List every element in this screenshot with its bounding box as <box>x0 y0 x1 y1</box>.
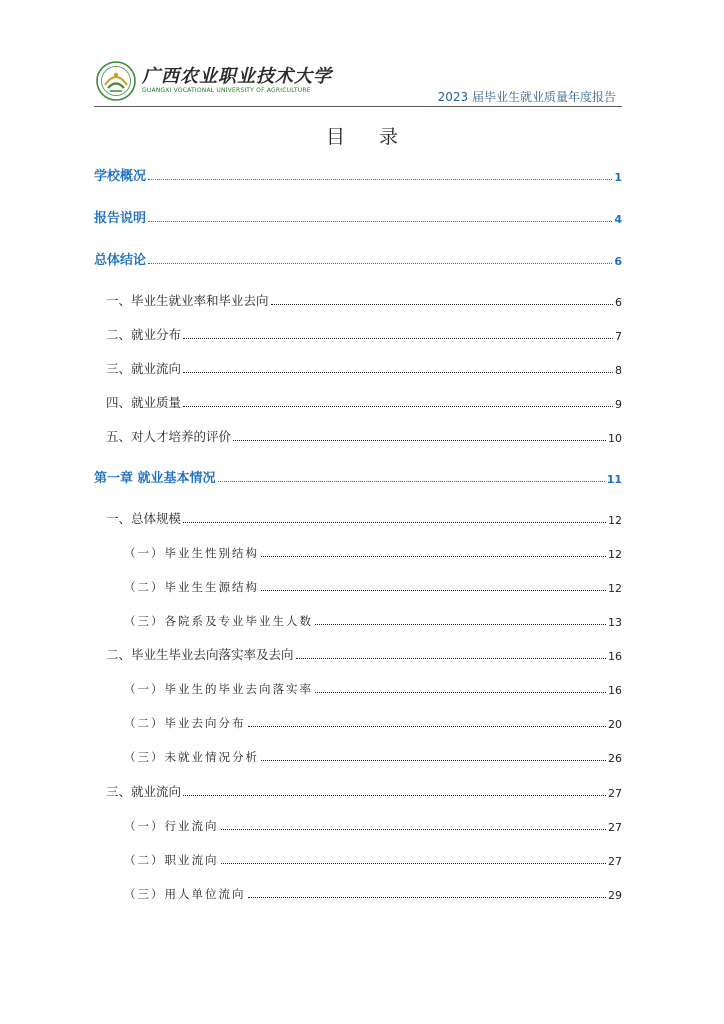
toc-entry-page: 13 <box>608 616 622 629</box>
toc-leader-dots <box>183 338 613 339</box>
toc-entry-title: 三、就业流向 <box>106 361 182 376</box>
toc-entry-title: （三）用人单位流向 <box>124 887 246 901</box>
toc-entry-page: 12 <box>608 582 622 595</box>
header-divider <box>94 106 622 107</box>
toc-entry-title: 报告说明 <box>94 211 147 226</box>
toc-entry-page: 27 <box>608 821 622 834</box>
toc-entry-title: 五、对人才培养的评价 <box>106 429 232 444</box>
toc-leader-dots <box>261 760 606 761</box>
toc-entry-title: 三、就业流向 <box>106 784 182 799</box>
toc-entry-title: （三）各院系及专业毕业生人数 <box>124 614 313 628</box>
toc-entry-page: 26 <box>608 752 622 765</box>
toc-entry[interactable] <box>94 844 622 868</box>
toc-title: 目 录 <box>325 126 413 148</box>
toc-entry-title: 二、就业分布 <box>106 327 182 342</box>
toc-leader-dots <box>261 590 606 591</box>
toc-entry[interactable] <box>94 878 622 902</box>
toc-entry-title: （一）行业流向 <box>124 819 219 833</box>
toc-entry[interactable] <box>94 421 622 445</box>
toc-leader-dots <box>261 556 606 557</box>
toc-entry-page: 20 <box>608 718 622 731</box>
toc-entry-title: （二）毕业去向分布 <box>124 716 246 730</box>
toc-leader-dots <box>221 829 607 830</box>
toc-entry[interactable] <box>94 741 622 765</box>
toc-entry[interactable] <box>94 537 622 561</box>
toc-entry-page: 16 <box>608 650 622 663</box>
toc-leader-dots <box>183 522 606 523</box>
toc-entry[interactable] <box>94 776 622 800</box>
toc-leader-dots <box>148 263 612 264</box>
school-name-en: GUANGXI VOCATIONAL UNIVERSITY OF AGRICULTURE <box>142 87 311 94</box>
toc-entry[interactable] <box>94 503 622 527</box>
toc-leader-dots <box>315 624 606 625</box>
toc-entry[interactable] <box>94 353 622 377</box>
toc-leader-dots <box>271 304 613 305</box>
toc-leader-dots <box>183 406 613 407</box>
toc-entry[interactable] <box>94 160 622 184</box>
toc-leader-dots <box>248 897 607 898</box>
toc-entry-page: 9 <box>615 398 622 411</box>
toc-entry[interactable] <box>94 244 622 268</box>
toc-entry-title: 二、毕业生毕业去向落实率及去向 <box>106 647 294 662</box>
toc-leader-dots <box>148 221 612 222</box>
toc-entry-title: （三）未就业情况分析 <box>124 750 259 764</box>
toc-entry-page: 27 <box>608 787 622 800</box>
toc-entry[interactable] <box>94 571 622 595</box>
toc-leader-dots <box>148 179 612 180</box>
toc-leader-dots <box>218 481 605 482</box>
toc-entry[interactable] <box>94 707 622 731</box>
toc-entry-page: 4 <box>614 213 622 226</box>
toc-entry[interactable] <box>94 285 622 309</box>
toc-entry-title: 一、毕业生就业率和毕业去向 <box>106 293 269 308</box>
report-title: 2023 届毕业生就业质量年度报告 <box>437 90 616 104</box>
toc-entry-page: 12 <box>608 514 622 527</box>
school-emblem-icon <box>96 61 136 101</box>
toc-entry-title: 总体结论 <box>94 253 147 268</box>
toc-entry[interactable] <box>94 673 622 697</box>
toc-entry[interactable] <box>94 319 622 343</box>
toc-entry-page: 1 <box>614 171 622 184</box>
toc-entry-title: 学校概况 <box>94 169 147 184</box>
toc-entry[interactable] <box>94 462 622 486</box>
toc-entry[interactable] <box>94 639 622 663</box>
toc-entry-title: （二）职业流向 <box>124 853 219 867</box>
toc-entry-page: 6 <box>614 255 622 268</box>
toc-leader-dots <box>221 863 607 864</box>
toc-leader-dots <box>315 692 606 693</box>
toc-leader-dots <box>296 658 606 659</box>
toc-entry-page: 16 <box>608 684 622 697</box>
toc-entry-title: 第一章 就业基本情况 <box>94 471 216 486</box>
toc-entry[interactable] <box>94 202 622 226</box>
toc-entry-page: 7 <box>615 330 622 343</box>
toc-entry[interactable] <box>94 605 622 629</box>
toc-entry[interactable] <box>94 810 622 834</box>
toc-entry-page: 8 <box>615 364 622 377</box>
toc-leader-dots <box>183 795 606 796</box>
toc-leader-dots <box>183 372 613 373</box>
toc-entry[interactable] <box>94 387 622 411</box>
toc-entry-page: 10 <box>608 432 622 445</box>
toc-entry-title: （一）毕业生性别结构 <box>124 546 259 560</box>
toc-entry-title: （二）毕业生生源结构 <box>124 580 259 594</box>
toc-leader-dots <box>233 440 606 441</box>
toc-entry-title: 一、总体规模 <box>106 511 182 526</box>
toc-entry-page: 29 <box>608 889 622 902</box>
toc-entry-page: 6 <box>615 296 622 309</box>
toc-entry-page: 27 <box>608 855 622 868</box>
toc-entry-page: 12 <box>608 548 622 561</box>
toc-entry-page: 11 <box>606 473 622 486</box>
school-name-cn: 广西农业职业技术大学 <box>142 66 332 87</box>
toc-leader-dots <box>248 726 607 727</box>
page-header <box>94 58 622 108</box>
toc-entry-title: 四、就业质量 <box>106 395 182 410</box>
toc-entry-title: （一）毕业生的毕业去向落实率 <box>124 682 313 696</box>
